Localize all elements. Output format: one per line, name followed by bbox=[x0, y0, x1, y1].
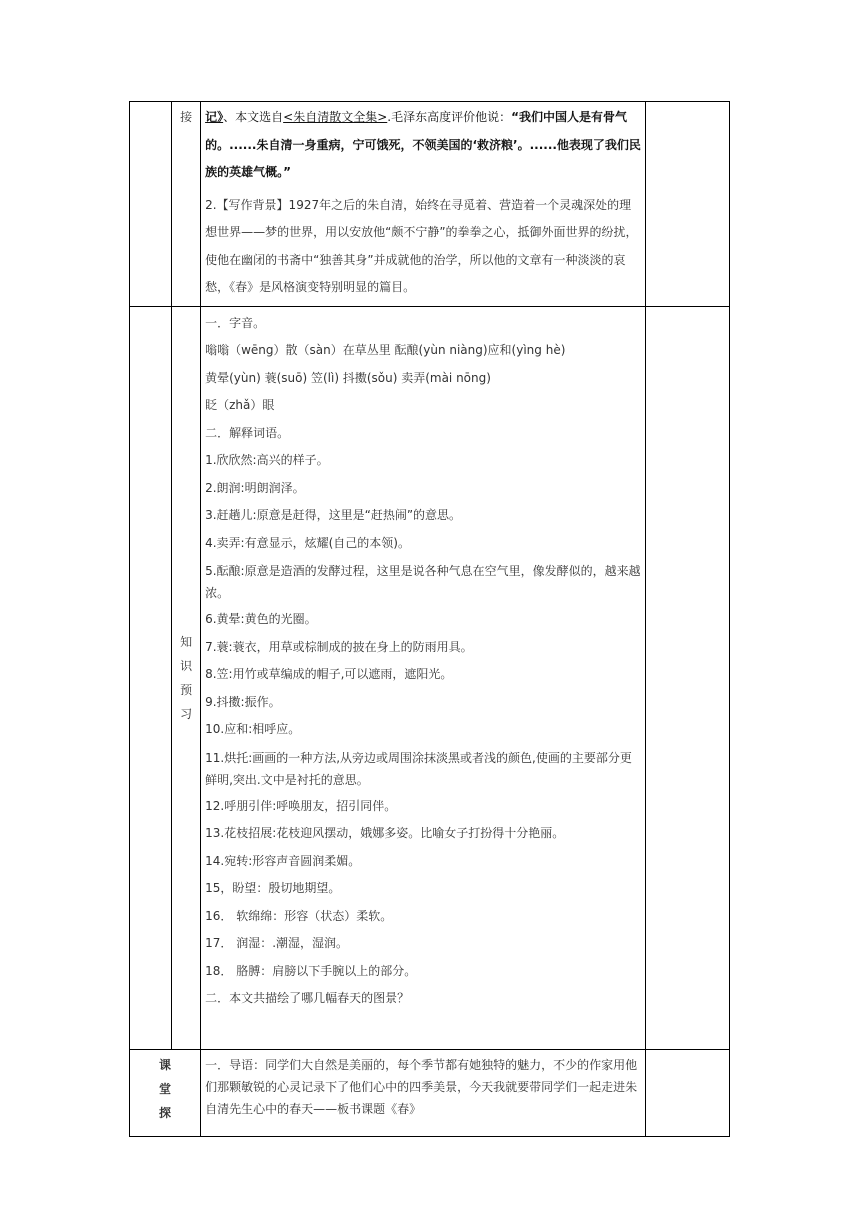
vocab-item: 5.酝酿:原意是造酒的发酵过程，这里是说各种气息在空气里，像发酵似的，越来越浓。 bbox=[205, 564, 641, 600]
section-label-cell bbox=[172, 102, 201, 307]
vocab-item: 4.卖弄:有意显示，炫耀(自己的本领)。 bbox=[205, 535, 410, 550]
vocab-item: 14.宛转:形容声音圆润柔媚。 bbox=[205, 853, 361, 868]
pinyin-line: 眨（zhǎ）眼 bbox=[205, 398, 275, 412]
preview-label-char: 预 bbox=[180, 682, 193, 697]
preview-content-cell bbox=[201, 306, 646, 1049]
vocab-item: 3.赶趟儿:原意是赶得，这里是“赶热闹”的意思。 bbox=[205, 508, 462, 522]
vocab-item: 15，盼望：殷切地期望。 bbox=[205, 881, 341, 895]
classroom-row bbox=[130, 1049, 730, 1136]
vocab-item: 8.笠:用竹或草编成的帽子,可以遮雨，遮阳光。 bbox=[205, 667, 453, 681]
book-title-link-1[interactable]: 记》 bbox=[205, 110, 224, 124]
notes-cell-2 bbox=[645, 306, 729, 1049]
classroom-label-char: 课 bbox=[159, 1057, 172, 1072]
stage-cell-empty-2 bbox=[130, 306, 172, 1049]
classroom-content-cell bbox=[201, 1049, 646, 1136]
background-row bbox=[130, 102, 730, 307]
vocab-item: 7.蓑:蓑衣，用草或棕制成的披在身上的防雨用具。 bbox=[205, 639, 473, 654]
writing-background-paragraph: 2.【写作背景】1927年之后的朱自清，始终在寻觅着、营造着一个灵魂深处的理想世界——梦的世界，用以安放他“颇不宁静”的拳拳之心，抵御外面世界的纷扰，使他在幽闭的书斋中“独善其身”并成就他的治学，所以他的文章有一种淡淡的哀愁，《春》是风格演变特别明显的篇目。 bbox=[205, 197, 638, 294]
vocab-item: 11.烘托:画画的一种方法,从旁边或周围涂抹淡黑或者浅的颜色,使画的主要部分更鲜明,突出.文中是衬托的意思。 bbox=[205, 750, 632, 787]
vocab-item: 9.抖擞:振作。 bbox=[205, 694, 281, 709]
heading-pronunciation: 一．字音。 bbox=[205, 315, 266, 330]
vocab-item: 1.欣欣然:高兴的样子。 bbox=[205, 453, 329, 467]
pinyin-line: 黄晕(yùn) 蓑(suō) 笠(lì) 抖擞(sǒu) 卖弄(mài nōng) bbox=[205, 370, 491, 385]
notes-cell bbox=[645, 102, 729, 307]
lesson-plan-table bbox=[129, 101, 730, 1137]
vocab-item: 2.朗润:明朗润泽。 bbox=[205, 480, 305, 495]
vocab-item: 18． 胳膊：肩膀以下手腕以上的部分。 bbox=[205, 963, 417, 978]
vocab-item: 16． 软绵绵：形容（状态）柔软。 bbox=[205, 908, 393, 923]
author-quote-paragraph: 记》、本文选自<朱自清散文全集>.毛泽东高度评价他说：“我们中国人是有骨气的。......朱自清一身重病，宁可饿死，不领美国的‘救济粮’。......他表现了我们民族的英雄气概。” bbox=[205, 110, 641, 179]
preview-label-char: 习 bbox=[180, 706, 193, 721]
intro-paragraph: 一．导语：同学们大自然是美丽的，每个季节都有她独特的魅力，不少的作家用他们那颗敏锐的心灵记录下了他们心中的四季美景，今天我就要带同学们一起走进朱自清先生心中的春天——板书课题《春》 bbox=[205, 1057, 638, 1116]
mao-quote: “我们中国人是有骨气的。......朱自清一身重病，宁可饿死，不领美国的‘救济粮’。......他表现了我们民族的英雄气概。” bbox=[205, 110, 641, 179]
vocab-item: 13.花枝招展:花枝迎风摆动，娥娜多姿。比喻女子打扮得十分艳丽。 bbox=[205, 826, 565, 840]
vocab-item: 6.黄晕:黄色的光圈。 bbox=[205, 612, 317, 626]
preview-label-char: 知 bbox=[180, 634, 193, 649]
preview-row bbox=[130, 306, 730, 1049]
pinyin-line: 嗡嗡（wēng）散（sàn）在草丛里 酝酿(yùn niàng)应和(yìng hè) bbox=[205, 343, 566, 357]
vocab-item: 12.呼朋引伴:呼唤朋友，招引同伴。 bbox=[205, 798, 397, 813]
question-line: 二．本文共描绘了哪几幅春天的图景？ bbox=[205, 991, 410, 1005]
vocab-item: 10.应和:相呼应。 bbox=[205, 722, 301, 736]
preview-label-char: 识 bbox=[180, 658, 193, 673]
background-content-cell bbox=[201, 102, 646, 307]
classroom-label-cell bbox=[130, 1049, 201, 1136]
classroom-label-char: 堂 bbox=[159, 1081, 172, 1096]
classroom-label-char: 探 bbox=[159, 1105, 172, 1120]
book-title-link-2[interactable]: <朱自清散文全集> bbox=[283, 110, 388, 124]
preview-label-cell bbox=[172, 306, 201, 1049]
vocab-item: 17． 润湿：.潮湿，湿润。 bbox=[205, 936, 349, 950]
heading-vocabulary: 二．解释词语。 bbox=[205, 425, 290, 440]
section-label: 接 bbox=[180, 110, 193, 124]
notes-cell-3 bbox=[645, 1049, 729, 1136]
stage-cell-empty bbox=[130, 102, 172, 307]
